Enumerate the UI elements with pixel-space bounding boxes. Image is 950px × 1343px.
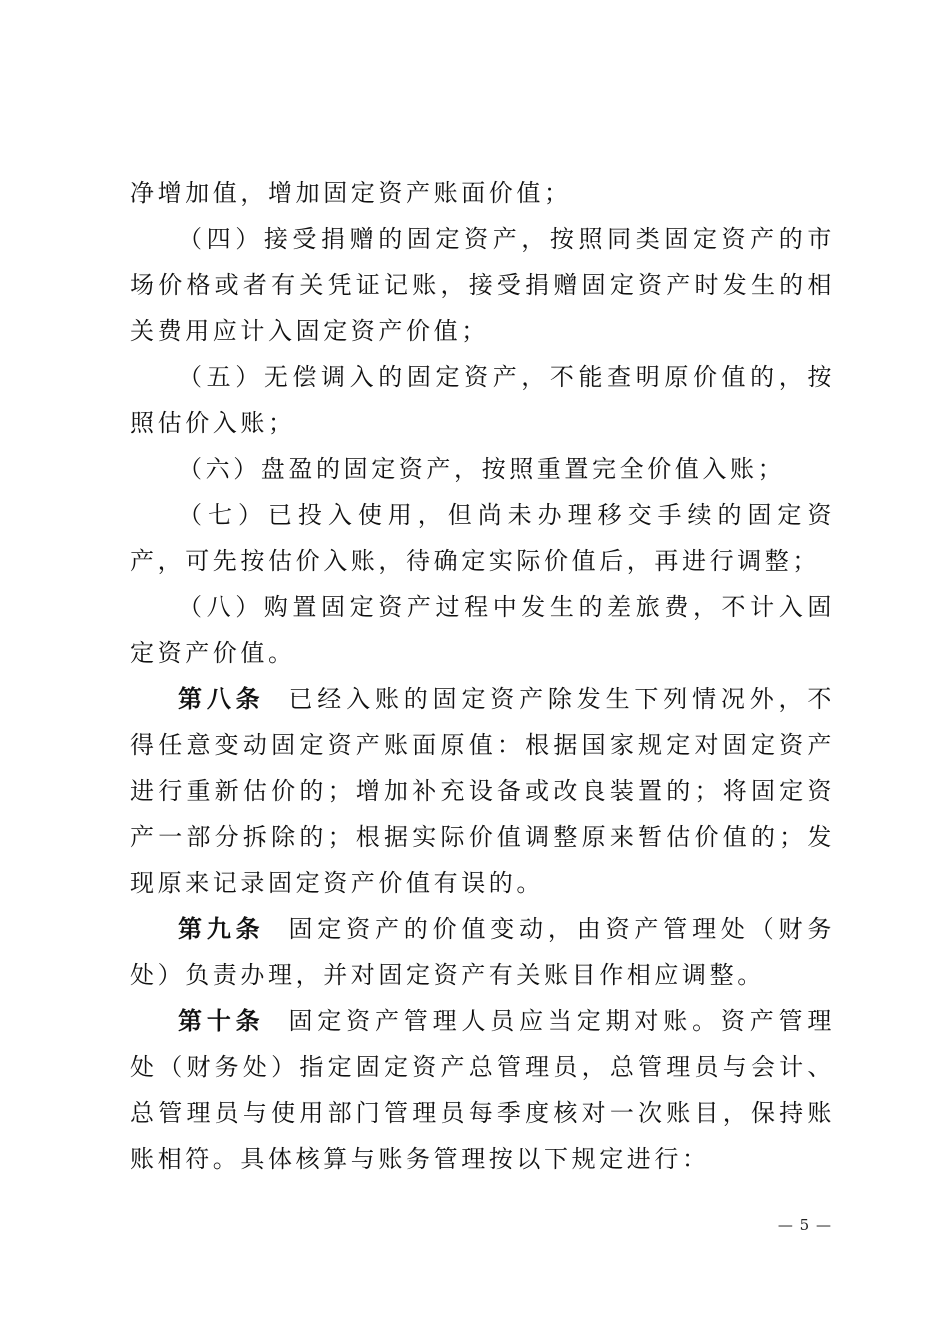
paragraph-text: （七）已投入使用，但尚未办理移交手续的固定资产，可先按估价入账，待确定实际价值后，再进行调整； xyxy=(130,501,835,575)
paragraph-item-6 xyxy=(130,446,835,492)
paragraph-text: （五）无偿调入的固定资产，不能查明原价值的，按照估价入账； xyxy=(130,363,835,437)
article-text: 已经入账的固定资产除发生下列情况外，不得任意变动固定资产账面原值：根据国家规定对固定资产进行重新估价的；增加补充设备或改良装置的；将固定资产一部分拆除的；根据实际价值调整原来暂估价值的；发现原来记录固定资产价值有误的。 xyxy=(130,685,835,897)
page-number: — 5 — xyxy=(777,1216,832,1234)
paragraph-item-4 xyxy=(130,216,835,354)
article-8 xyxy=(130,676,835,906)
article-heading: 第九条 xyxy=(178,914,265,943)
document-body xyxy=(130,170,835,1182)
article-text: 固定资产的价值变动，由资产管理处（财务处）负责办理，并对固定资产有关账目作相应调整。 xyxy=(130,915,835,989)
paragraph-text: 净增加值，增加固定资产账面价值； xyxy=(130,179,572,207)
paragraph-continuation xyxy=(130,170,835,216)
article-10 xyxy=(130,998,835,1182)
article-heading: 第十条 xyxy=(178,1006,265,1035)
article-heading: 第八条 xyxy=(178,684,265,713)
article-9 xyxy=(130,906,835,998)
paragraph-item-7 xyxy=(130,492,835,584)
paragraph-text: （四）接受捐赠的固定资产，按照同类固定资产的市场价格或者有关凭证记账，接受捐赠固定资产时发生的相关费用应计入固定资产价值； xyxy=(130,225,835,345)
article-text: 固定资产管理人员应当定期对账。资产管理处（财务处）指定固定资产总管理员，总管理员与会计、总管理员与使用部门管理员每季度核对一次账目，保持账账相符。具体核算与账务管理按以下规定进行： xyxy=(130,1007,835,1173)
paragraph-item-5 xyxy=(130,354,835,446)
paragraph-text: （六）盘盈的固定资产，按照重置完全价值入账； xyxy=(178,455,786,483)
paragraph-text: （八）购置固定资产过程中发生的差旅费，不计入固定资产价值。 xyxy=(130,593,835,667)
paragraph-item-8 xyxy=(130,584,835,676)
